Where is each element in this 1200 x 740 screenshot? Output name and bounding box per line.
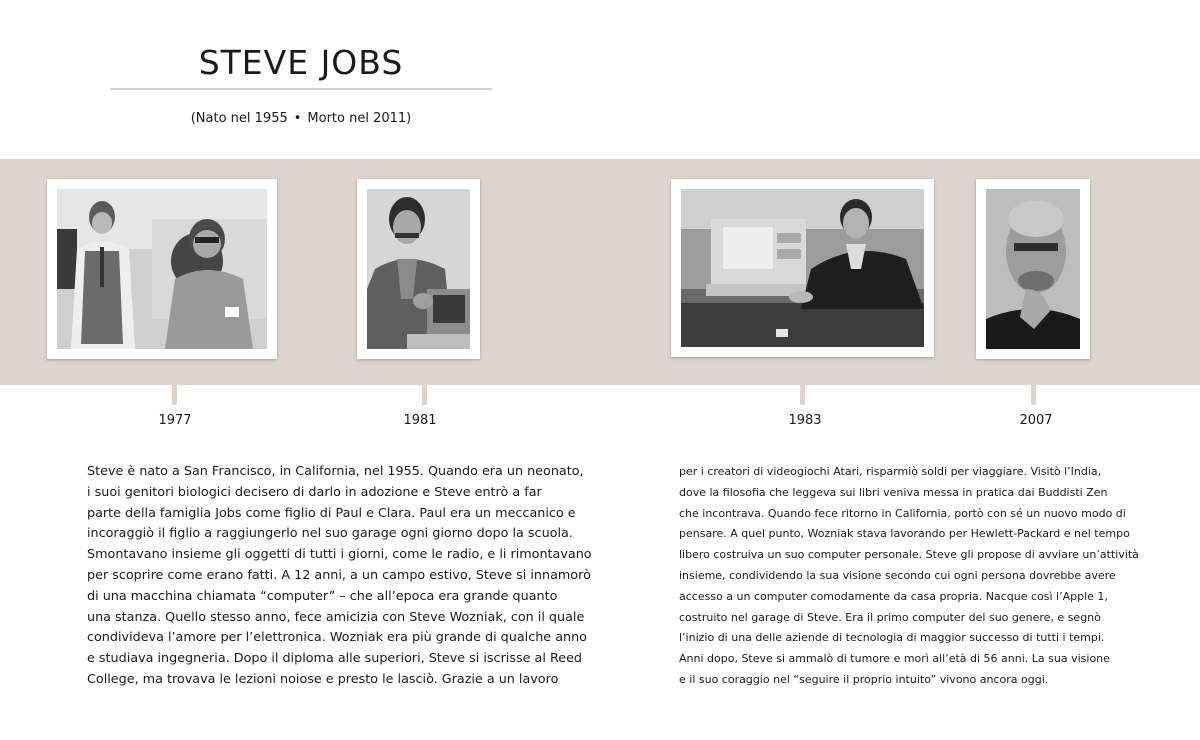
dates-separator: • (293, 111, 302, 126)
timeline-photo-1983 (671, 179, 934, 357)
timeline-tick-1981 (422, 385, 427, 405)
photo-jobs-lisa-computer-icon (681, 189, 924, 347)
body-text-left (87, 462, 592, 691)
timeline-tick-2007 (1031, 385, 1036, 405)
birth-text: (Nato nel 1955 (190, 111, 288, 126)
text-line: di una macchina chiamata “computer” – che all’epoca era grande quanto (87, 588, 558, 604)
timeline-photo-1977 (47, 179, 277, 359)
text-line: i suoi genitori biologici decisero di darlo in adozione e Steve entrò a far (87, 484, 542, 500)
title-divider (110, 88, 492, 90)
text-line: incoraggiò il figlio a raggiungerlo nel suo garage ogni giorno dopo la scuola. (87, 526, 573, 542)
text-line: che incontrava. Quando fece ritorno in California, portò con sé un nuovo modo di (679, 506, 1126, 520)
timeline-photo-1981 (357, 179, 480, 359)
photo-jobs-portrait-icon (367, 189, 470, 349)
text-line: per i creatori di videogiochi Atari, risparmiò soldi per viaggiare. Visitò l’India, (679, 465, 1102, 478)
text-line: libero costruiva un suo computer personale. Steve gli propose di avviare un’attività (679, 548, 1139, 562)
death-text: Morto nel 2011) (307, 111, 412, 126)
photo-jobs-older-icon (986, 189, 1080, 349)
life-dates (110, 110, 492, 128)
photo-jobs-wozniak-icon (57, 189, 267, 349)
body-text-right (679, 462, 1139, 691)
text-line: dove la filosofia che leggeva sui libri veniva messa in pratica dai Buddisti Zen (679, 485, 1108, 499)
timeline-tick-1977 (172, 385, 177, 405)
text-line: Anni dopo, Steve si ammalò di tumore e morì all’età di 56 anni. La sua visione (679, 652, 1110, 666)
text-line: insieme, condividendo la sua visione secondo cui ogni persona dovrebbe avere (679, 568, 1116, 582)
text-line: e studiava ingegneria. Dopo il diploma alle superiori, Steve si iscrisse al Reed (87, 651, 583, 667)
text-line: per scoprire come erano fatti. A 12 anni, a un campo estivo, Steve si innamorò (87, 567, 591, 583)
text-line: Smontavano insieme gli oggetti di tutti i giorni, come le radio, e li rimontavano (87, 547, 592, 563)
text-line: parte della famiglia Jobs come figlio di Paul e Clara. Paul era un meccanico e (87, 505, 576, 521)
text-line: costruito nel garage di Steve. Era il primo computer del suo genere, e segnò (679, 610, 1101, 624)
text-line: accesso a un computer comodamente da casa propria. Nacque così l’Apple 1, (679, 589, 1108, 603)
text-line: condivideva l’amore per l’elettronica. Wozniak era più grande di qualche anno (87, 630, 587, 646)
page-title: STEVE JOBS (198, 43, 404, 82)
timeline-photo-2007 (976, 179, 1090, 359)
text-line: e il suo coraggio nel “seguire il proprio intuito” vivono ancora oggi. (679, 672, 1049, 686)
text-line: l’inizio di una delle aziende di tecnologia di maggior successo di tutti i tempi. (679, 631, 1105, 645)
text-line: College, ma trovava le lezioni noiose e presto le lasciò. Grazie a un lavoro (87, 671, 559, 687)
text-line: pensare. A quel punto, Wozniak stava lavorando per Hewlett-Packard e nel tempo (679, 527, 1130, 541)
timeline-year-1981: 1981 (403, 413, 437, 428)
timeline-year-1977: 1977 (158, 413, 192, 428)
text-line: una stanza. Quello stesso anno, fece amicizia con Steve Wozniak, con il quale (87, 609, 585, 625)
timeline-tick-1983 (800, 385, 805, 405)
text-line: Steve è nato a San Francisco, in California, nel 1955. Quando era un neonato, (87, 464, 584, 479)
timeline-year-2007: 2007 (1019, 413, 1053, 428)
timeline-year-1983: 1983 (788, 413, 822, 428)
